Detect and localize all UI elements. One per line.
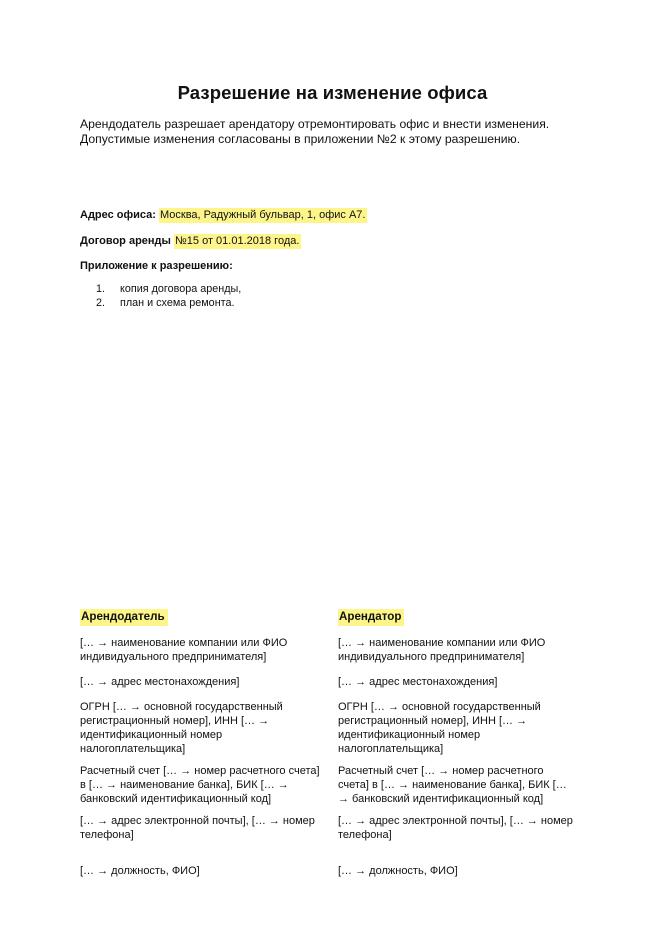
page-title: Разрешение на изменение офиса — [177, 82, 488, 103]
tenant-bank: Расчетный счет [… → номер расчетного счета] в [… → наименование банка], БИК [… → банковский идентификационный код] — [338, 765, 567, 805]
intro-line: Допустимые изменения согласованы в приложении №2 к этому разрешению. — [80, 132, 521, 146]
landlord-heading: Арендодатель — [80, 610, 340, 624]
tenant-name: [… → наименование компании или ФИО индивидуального предпринимателя] — [338, 637, 546, 663]
office-address-value: Москва, Радужный бульвар, 1, офис А7. — [160, 209, 366, 221]
landlord-address: [… → адрес местонахождения] — [80, 676, 240, 688]
list-item: 2. план и схема ремонта. — [96, 297, 235, 309]
landlord-bank: Расчетный счет [… → номер расчетного счета] в [… → наименование банка], БИК [… → банковский идентификационный код] — [80, 765, 320, 805]
landlord-signature: [… → должность, ФИО] — [80, 865, 200, 877]
lease-contract-label: Договор аренды — [80, 235, 171, 247]
tenant-heading: Арендатор — [338, 610, 598, 624]
landlord-name: [… → наименование компании или ФИО индивидуального предпринимателя] — [80, 637, 288, 663]
lease-contract — [80, 235, 301, 247]
intro-paragraph — [80, 117, 580, 147]
tenant-contacts: [… → адрес электронной почты], [… → номер телефона] — [338, 815, 573, 841]
tenant-column — [338, 610, 598, 877]
landlord-column — [80, 610, 340, 877]
tenant-address: [… → адрес местонахождения] — [338, 676, 498, 688]
tenant-ogrn: ОГРН [… → основной государственный регистрационный номер], ИНН [… → идентификационный номер налогоплательщика] — [338, 701, 541, 755]
landlord-contacts: [… → адрес электронной почты], [… → номер телефона] — [80, 815, 315, 841]
attachments-list — [96, 282, 241, 310]
office-address — [80, 209, 367, 221]
attachments-heading: Приложение к разрешению: — [80, 260, 233, 272]
intro-line: Арендодатель разрешает арендатору отремонтировать офис и внести изменения. — [80, 117, 550, 131]
lease-contract-value: №15 от 01.01.2018 года. — [175, 235, 300, 247]
office-address-label: Адрес офиса: — [80, 209, 156, 221]
list-item: 1. копия договора аренды, — [96, 283, 242, 295]
tenant-signature: [… → должность, ФИО] — [338, 865, 458, 877]
landlord-ogrn: ОГРН [… → основной государственный регистрационный номер], ИНН [… → идентификационный номер налогоплательщика] — [80, 701, 283, 755]
